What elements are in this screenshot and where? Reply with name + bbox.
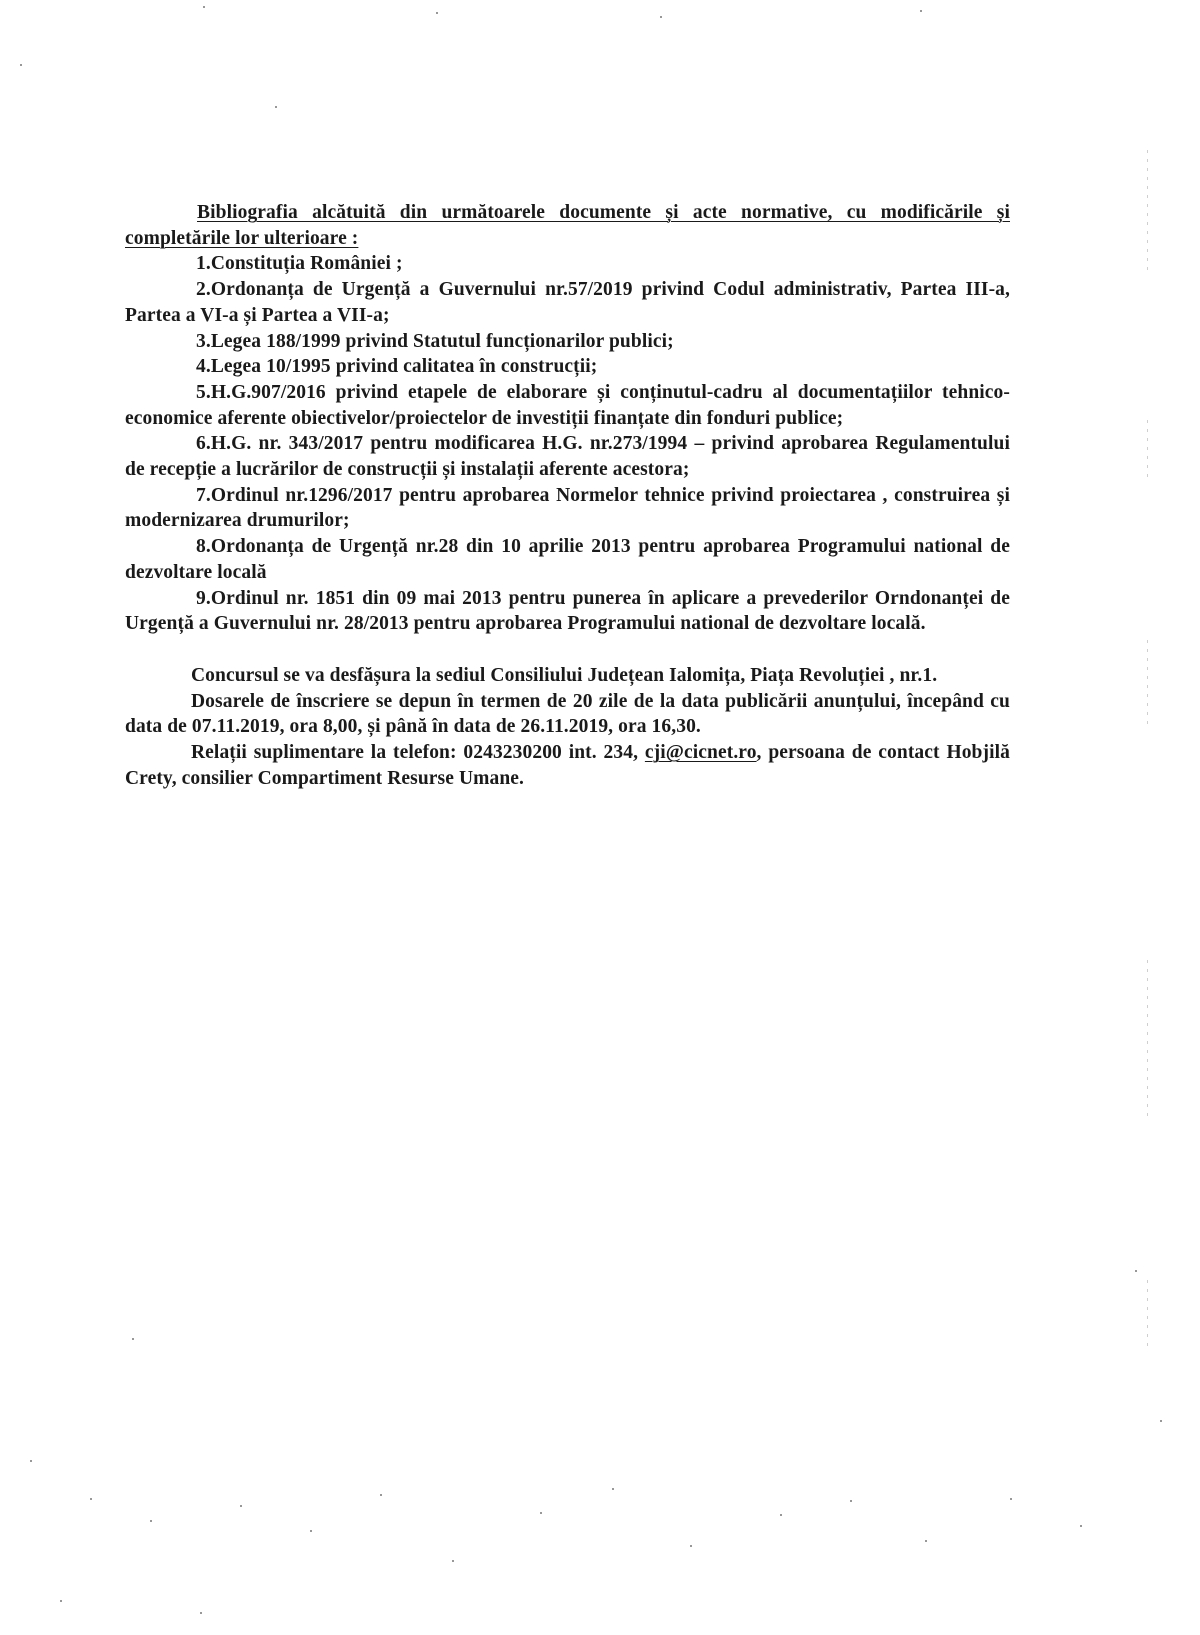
scan-speck	[690, 1545, 692, 1547]
scan-speck	[60, 1600, 62, 1602]
contact-info	[125, 740, 1010, 791]
bibliography-item-2: 2.Ordonanța de Urgență a Guvernului nr.57/2019 privind Codul administrativ, Partea III-a, Partea a VI-a și Partea a VII-a;	[125, 279, 1010, 326]
bibliography-item-7: 7.Ordinul nr.1296/2017 pentru aprobarea Normelor tehnice privind proiectarea , construirea și modernizarea drumurilor;	[125, 484, 1010, 532]
paragraph-gap	[125, 637, 1010, 663]
scan-speck	[310, 1530, 312, 1532]
scan-speck	[920, 10, 922, 12]
scan-speck	[1080, 1525, 1082, 1527]
scan-speck	[132, 1338, 134, 1340]
bibliography-item-1: 1.Constituția României ;	[196, 253, 403, 275]
scan-speck	[850, 1500, 852, 1502]
scan-speck	[436, 12, 438, 14]
scan-speck	[1160, 1420, 1162, 1422]
scan-speck	[452, 1560, 454, 1562]
scan-speck	[200, 1612, 202, 1614]
bibliography-heading: Bibliografia alcătuită din următoarele documente și acte normative, cu modificările și completările lor ulterioare :	[125, 202, 1010, 249]
bibliography-item-5: 5.H.G.907/2016 privind etapele de elaborare și conținutul-cadru al documentațiilor tehnico-economice aferente obiectivelor/proiectelor de investiții finanțate din fonduri publice;	[125, 381, 1010, 429]
scan-speck	[150, 1520, 152, 1522]
scan-speck	[1010, 1498, 1012, 1500]
contact-email-link[interactable]: cji@cicnet.ro	[644, 742, 757, 764]
scan-speck	[30, 1460, 32, 1462]
bibliography-item-6: 6.H.G. nr. 343/2017 pentru modificarea H.G. nr.273/1994 – privind aprobarea Regulamentului de recepție a lucrărilor de construcții și instalații aferente acestora;	[125, 433, 1010, 481]
contact-suffix: , persoana de contact Hobjilă Crety, consilier Compartiment Resurse Umane.	[125, 742, 1010, 789]
scan-edge-line	[1147, 1280, 1148, 1350]
application-deadline: Dosarele de înscriere se depun în termen de 20 zile de la data publicării anunțului, începând cu data de 07.11.2019, ora 8,00, și până în data de 26.11.2019, ora 16,30.	[125, 690, 1010, 738]
scan-edge-line	[1147, 640, 1148, 730]
scan-speck	[275, 106, 277, 108]
bibliography-item-8: 8.Ordonanța de Urgență nr.28 din 10 aprilie 2013 pentru aprobarea Programului national de dezvoltare locală	[125, 536, 1010, 583]
bibliography-item-3: 3.Legea 188/1999 privind Statutul funcționarilor publici;	[196, 330, 674, 352]
document-body	[125, 200, 1010, 791]
scan-speck	[925, 1540, 927, 1542]
scan-edge-line	[1147, 420, 1148, 480]
contact-prefix: Relații suplimentare la telefon: 0243230200 int. 234,	[191, 742, 639, 764]
scan-speck	[660, 16, 662, 18]
scan-speck	[540, 1512, 542, 1514]
scan-edge-line	[1147, 960, 1148, 1120]
scan-speck	[240, 1505, 242, 1507]
scan-speck	[380, 1494, 382, 1496]
scan-speck	[20, 64, 22, 66]
scan-speck	[203, 6, 205, 8]
scan-speck	[1135, 1270, 1137, 1272]
bibliography-item-4: 4.Legea 10/1995 privind calitatea în construcții;	[196, 356, 598, 378]
scan-speck	[90, 1498, 92, 1500]
bibliography-item-9: 9.Ordinul nr. 1851 din 09 mai 2013 pentru punerea în aplicare a prevederilor Orndonanței de Urgență a Guvernului nr. 28/2013 pentru aprobarea Programului national de dezvoltare locală.	[125, 587, 1010, 635]
contest-location: Concursul se va desfășura la sediul Consiliului Județean Ialomița, Piața Revoluției , nr.1.	[191, 664, 938, 686]
scan-speck	[612, 1488, 614, 1490]
scan-speck	[780, 1514, 782, 1516]
scan-edge-line	[1147, 150, 1148, 270]
